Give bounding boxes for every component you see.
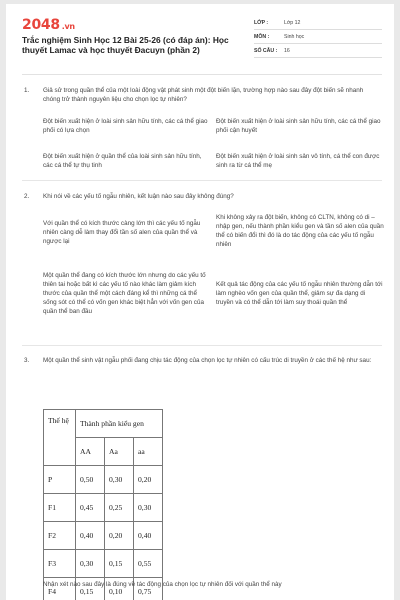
answer-option[interactable]: Với quần thể có kích thước càng lớn thì các yếu tố ngẫu nhiên càng dễ làm thay đổi tần số alen của quần thể và ngược lại: [43, 220, 201, 245]
generation-cell: F3: [44, 550, 76, 578]
generation-cell: F1: [44, 494, 76, 522]
question-stem: Giả sử trong quần thể của một loài động vật phát sinh một đột biến lặn, trường hợp nào sau đây đột biến sẽ nhanh chóng trở thành nguyên liệu cho chọn lọc tự nhiên?: [43, 87, 364, 103]
meta-value: Sinh học: [284, 33, 305, 40]
generation-cell: F4: [44, 578, 76, 600]
value-cell: 0,25: [105, 494, 134, 522]
question-divider: [22, 345, 382, 346]
question-stem: Khi nói về các yếu tố ngẫu nhiên, kết luận nào sau đây không đúng?: [43, 193, 234, 200]
meta-key: SỐ CÂU :: [254, 47, 278, 54]
answer-option[interactable]: Đột biến xuất hiện ở loài sinh sản hữu tính, các cá thể giao phối có lựa chọn: [43, 118, 208, 134]
answer-option[interactable]: Đột biến xuất hiện ở loài sinh sản hữu tính, các cá thể giao phối cận huyết: [216, 118, 381, 134]
logo-suffix: .vn: [61, 22, 75, 31]
value-cell: 0,40: [76, 522, 105, 550]
generation-cell: F2: [44, 522, 76, 550]
generation-header: Thế hệ: [44, 410, 76, 466]
value-cell: 0,15: [76, 578, 105, 600]
header-divider: [22, 74, 382, 75]
meta-key: MÔN :: [254, 33, 270, 40]
value-cell: 0,40: [134, 522, 163, 550]
answer-option[interactable]: Khi không xảy ra đột biến, không có CLTN, không có di – nhập gen, nếu thành phần kiểu gen và tần số alen của quần thể có biến đổi thì đó là do tác động của các yếu tố ngẫu nhiên: [216, 214, 384, 248]
table-row: [44, 522, 163, 550]
answer-option[interactable]: Một quần thể đang có kích thước lớn nhưng do các yếu tố thiên tai hoặc bất kì các yếu tố nào khác làm giảm kích thước của quần thể một cách đáng kể thì những cá thể sống sót có thể có vốn gen khác biệt hẳn với vốn gen của quần thể ban đầu: [43, 272, 206, 315]
question-number: 1.: [24, 87, 30, 94]
logo-text: 2048: [22, 17, 60, 33]
meta-key: LỚP :: [254, 19, 269, 26]
meta-row-subject: [254, 30, 382, 44]
table-row: [44, 550, 163, 578]
value-cell: 0,30: [105, 466, 134, 494]
genotype-group-header: Thành phần kiểu gen: [76, 410, 163, 438]
meta-value: 16: [284, 47, 290, 54]
genotype-table: [43, 409, 163, 600]
value-cell: 0,20: [134, 466, 163, 494]
genotype-subheader: Aa: [105, 438, 134, 466]
value-cell: 0,75: [134, 578, 163, 600]
value-cell: 0,10: [105, 578, 134, 600]
value-cell: 0,55: [134, 550, 163, 578]
table-row: [44, 466, 163, 494]
document-page: [6, 4, 394, 600]
question-number: 3.: [24, 357, 30, 364]
meta-row-count: [254, 44, 382, 58]
value-cell: 0,45: [76, 494, 105, 522]
meta-value: Lớp 12: [284, 19, 301, 26]
table-header-row: [44, 410, 163, 438]
meta-panel: [254, 16, 382, 58]
value-cell: 0,20: [105, 522, 134, 550]
value-cell: 0,30: [134, 494, 163, 522]
value-cell: 0,50: [76, 466, 105, 494]
generation-cell: P: [44, 466, 76, 494]
answer-option[interactable]: Đột biến xuất hiện ở loài sinh sản vô tính, cá thể con được sinh ra từ cá thể mẹ: [216, 153, 380, 169]
value-cell: 0,15: [105, 550, 134, 578]
meta-row-class: [254, 16, 382, 30]
question-number: 2.: [24, 193, 30, 200]
question-divider: [22, 180, 382, 181]
answer-option[interactable]: Kết quả tác động của các yếu tố ngẫu nhiên thường dẫn tới làm nghèo vốn gen của quần thể, giảm sự đa dạng di truyền và có thể dẫn tới làm suy thoái quần thể: [216, 281, 383, 306]
question-stem: Một quần thể sinh vật ngẫu phối đang chịu tác động của chọn lọc tự nhiên có cấu trúc di truyền ở các thế hệ như sau:: [43, 357, 372, 364]
genotype-subheader: aa: [134, 438, 163, 466]
site-logo[interactable]: [22, 17, 75, 33]
table-row: [44, 494, 163, 522]
answer-option[interactable]: Đột biến xuất hiện ở quần thể của loài sinh sản hữu tính, các cá thể tự thụ tinh: [43, 153, 202, 169]
genotype-subheader: AA: [76, 438, 105, 466]
question-followup: Nhận xét nào sau đây là đúng về tác động của chọn lọc tự nhiên đối với quần thể này: [43, 581, 282, 588]
value-cell: 0,30: [76, 550, 105, 578]
page-title: Trắc nghiệm Sinh Học 12 Bài 25-26 (có đáp án): Học thuyết Lamac và học thuyết Đacuyn (phần 2): [22, 35, 229, 55]
